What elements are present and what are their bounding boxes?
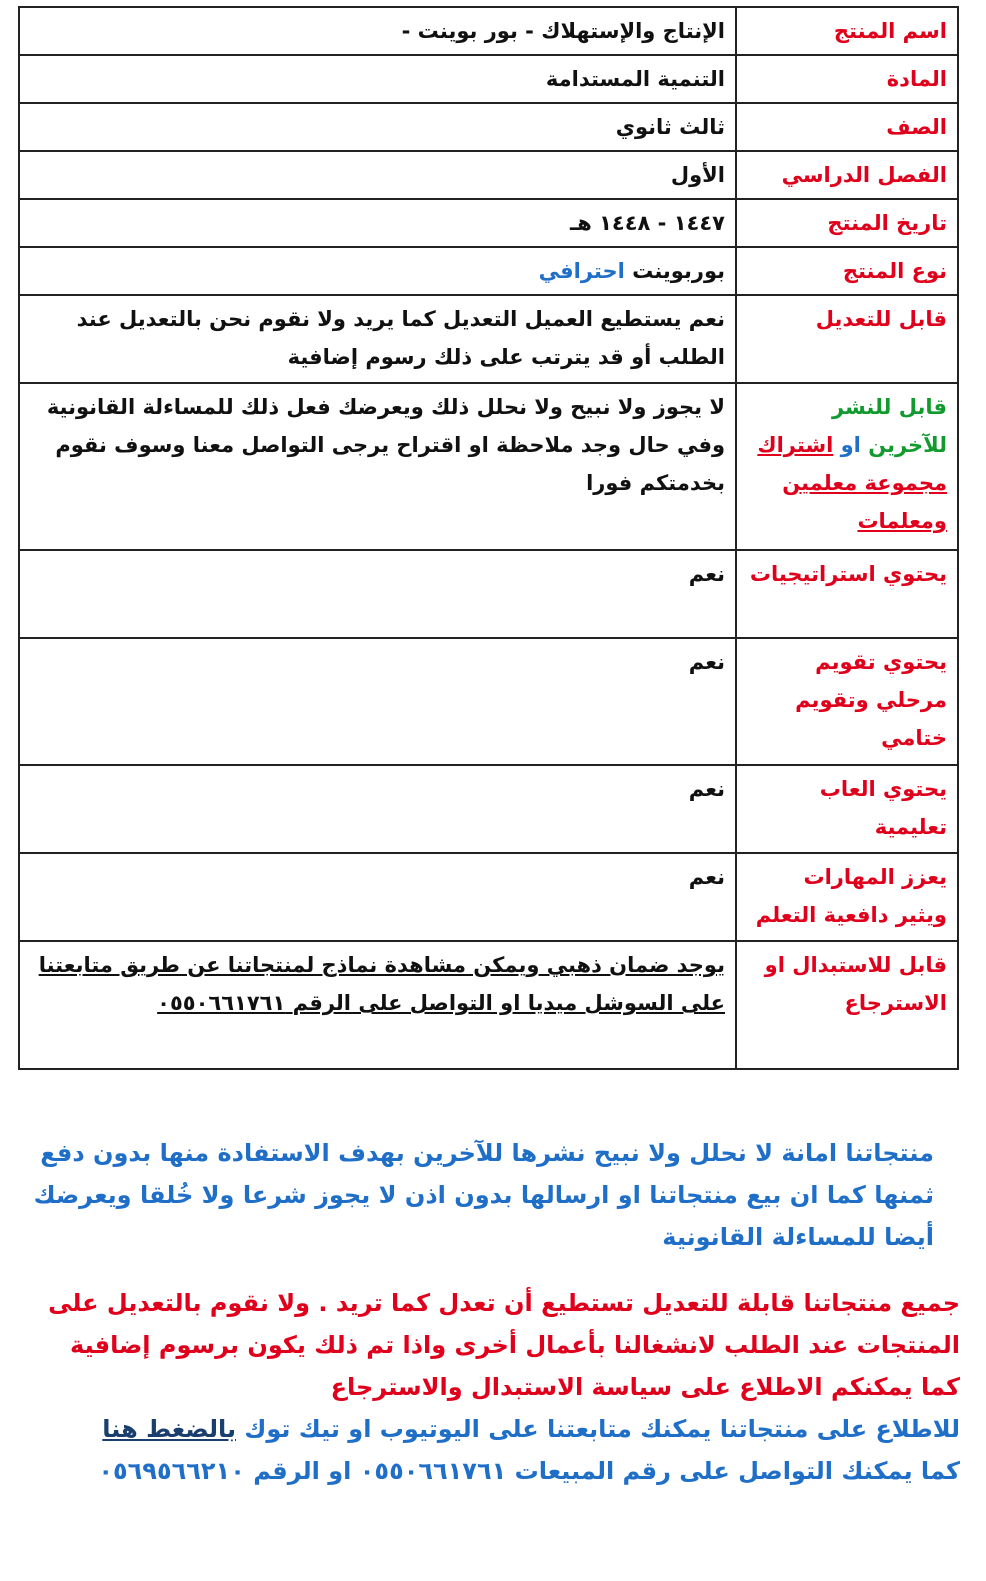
row-label <box>736 383 958 550</box>
table-row <box>19 638 958 765</box>
teachers-group-label: اشتراك مجموعة معلمين ومعلمات <box>757 433 947 533</box>
row-value: نعم يستطيع العميل التعديل كما يريد ولا نقوم نحن بالتعديل عند الطلب أو قد يترتب على ذلك رسوم إضافية <box>19 295 736 383</box>
row-label: قابل للاستبدال او الاسترجاع <box>736 941 958 1069</box>
row-value: الأول <box>19 151 736 199</box>
table-row <box>19 199 958 247</box>
row-value[interactable] <box>19 941 736 1069</box>
table-row <box>19 295 958 383</box>
follow-text: للاطلاع على منتجاتنا يمكنك متابعتنا على اليوتيوب او تيك توك <box>244 1415 960 1443</box>
row-label: يحتوي العاب تعليمية <box>736 765 958 853</box>
row-label: يحتوي استراتيجيات <box>736 550 958 638</box>
row-value: لا يجوز ولا نبيح ولا نحلل ذلك ويعرضك فعل ذلك للمساءلة القانونية وفي حال وجد ملاحظة او اقتراح يرجى التواصل معنا وسوف نقوم بخدمتكم فورا <box>19 383 736 550</box>
row-label: يعزز المهارات ويثير دافعية التعلم <box>736 853 958 941</box>
press-here-link[interactable]: بالضغط هنا <box>102 1415 236 1443</box>
follow-notice <box>30 1408 960 1492</box>
table-row <box>19 853 958 941</box>
row-value: نعم <box>19 550 736 638</box>
table-row <box>19 383 958 550</box>
row-label: قابل للتعديل <box>736 295 958 383</box>
others-label: للآخرين <box>868 433 947 457</box>
table-row <box>19 765 958 853</box>
row-label: المادة <box>736 55 958 103</box>
table-row <box>19 247 958 295</box>
row-value: ثالث ثانوي <box>19 103 736 151</box>
table-row <box>19 941 958 1069</box>
product-type: بوربوينت <box>632 259 725 283</box>
table-row <box>19 103 958 151</box>
row-label: يحتوي تقويم مرحلي وتقويم ختامي <box>736 638 958 765</box>
or-label: او <box>840 433 861 457</box>
table-row <box>19 550 958 638</box>
product-info-table <box>18 6 959 1070</box>
row-value: الإنتاج والإستهلاك - بور بوينت - <box>19 7 736 55</box>
ownership-notice: منتجاتنا امانة لا نحلل ولا نبيح نشرها للآخرين بهدف الاستفادة منها بدون دفع ثمنها كما ان بيع منتجاتنا او ارسالها بدون اذن لا يجوز شرعا ولا خُلقا ويعرضك أيضا للمساءلة القانونية <box>33 1139 934 1251</box>
row-value <box>19 247 736 295</box>
editing-notice: جميع منتجاتنا قابلة للتعديل تستطيع أن تعدل كما تريد . ولا نقوم بالتعديل على المنتجات عند الطلب لانشغالنا بأعمال أخرى واذا تم ذلك يكون برسوم إضافية كما يمكنكم الاطلاع على سياسة الاستبدال والاسترجاع <box>48 1289 960 1401</box>
product-type-quality: احترافي <box>538 259 625 283</box>
contact-line: كما يمكنك التواصل على رقم المبيعات ٠٥٥٠٦٦١٧٦١ او الرقم ٠٥٦٩٥٦٦٢١٠ <box>98 1457 960 1485</box>
row-value: نعم <box>19 853 736 941</box>
row-value: التنمية المستدامة <box>19 55 736 103</box>
row-label: اسم المنتج <box>736 7 958 55</box>
guarantee-link[interactable]: يوجد ضمان ذهبي ويمكن مشاهدة نماذج لمنتجاتنا عن طريق متابعتنا على السوشل ميديا او التواصل على الرقم <box>38 953 725 1015</box>
table-row <box>19 55 958 103</box>
row-label: تاريخ المنتج <box>736 199 958 247</box>
row-value: نعم <box>19 638 736 765</box>
publish-label: قابل للنشر <box>831 395 947 419</box>
row-value: نعم <box>19 765 736 853</box>
row-label: نوع المنتج <box>736 247 958 295</box>
row-value: ١٤٤٧ - ١٤٤٨ هـ <box>19 199 736 247</box>
row-label: الصف <box>736 103 958 151</box>
table-row <box>19 7 958 55</box>
table-row <box>19 151 958 199</box>
follow-line <box>30 1408 960 1450</box>
phone-number[interactable]: ٠٥٥٠٦٦١٧٦١ <box>157 991 286 1015</box>
row-label: الفصل الدراسي <box>736 151 958 199</box>
